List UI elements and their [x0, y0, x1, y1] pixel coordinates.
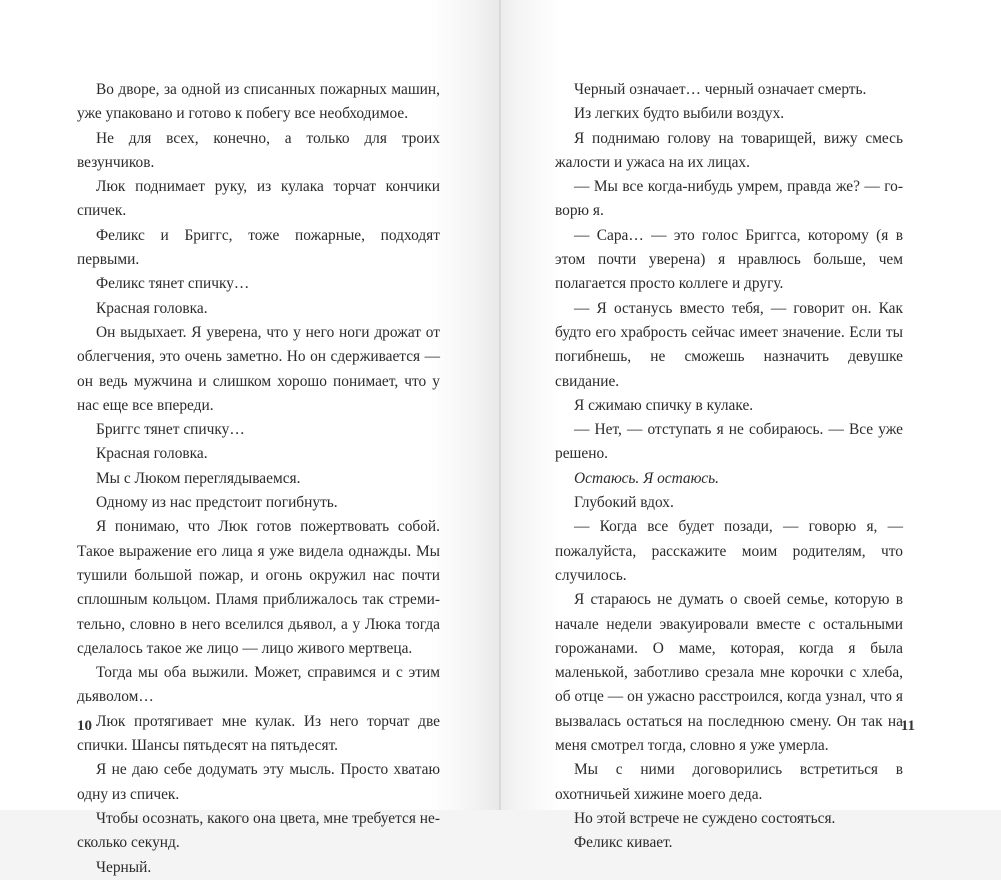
- paragraph: Бриггс тянет спичку…: [96, 421, 245, 439]
- paragraph: — Нет, — отступать я не собираюсь. — Все уже решено.: [555, 421, 903, 463]
- italic-paragraph: Остаюсь. Я остаюсь.: [574, 469, 719, 487]
- paragraph: Люк поднимает руку, из кулака торчат кончики спичек.: [77, 178, 440, 220]
- paragraph: Во дворе, за одной из списанных пожарных машин, уже упаковано и готово к побегу все необходимое.: [77, 81, 440, 123]
- paragraph: Он выдыхает. Я уверена, что у него ноги дрожат от облегчения, это очень заметно. Но он сдерживается — он ведь мужчина и слишком хорошо понимает, что у нас еще все впереди.: [77, 323, 440, 414]
- paragraph: Я сжимаю спичку в кулаке.: [574, 396, 754, 414]
- paragraph: Черный означает… черный означает смерть.: [574, 81, 867, 98]
- paragraph: Мы с ними договорились встретиться в охотничьей хижине моего деда.: [555, 761, 903, 803]
- paragraph: Не для всех, конечно, а только для троих везунчиков.: [77, 129, 440, 171]
- paragraph: Я не даю себе додумать эту мысль. Просто хватаю одну из спичек.: [77, 761, 440, 803]
- paragraph: — Мы все когда-нибудь умрем, правда же? — говорю я.: [555, 178, 903, 220]
- paragraph: Тогда мы оба выжили. Может, справимся и с этим дьяволом…: [77, 664, 440, 706]
- paragraph: Красная головка.: [96, 445, 208, 463]
- paragraph: Чтобы осознать, какого она цвета, мне требуется несколько секунд.: [77, 809, 440, 852]
- page-number: 11: [900, 718, 915, 734]
- right-page-body: [555, 78, 903, 856]
- right-page: [500, 0, 1001, 852]
- paragraph: Одному из нас предстоит погибнуть.: [96, 494, 338, 512]
- left-page: [0, 0, 500, 876]
- page-number: 10: [77, 718, 92, 734]
- paragraph: — Я останусь вместо тебя, — говорит он. Как будто его храбрость сейчас имеет значение. Если ты погибнешь, не сможешь назначить девушке свидание.: [555, 299, 903, 390]
- paragraph: Черный.: [96, 858, 152, 876]
- paragraph: Я понимаю, что Люк готов пожертвовать собой. Такое выражение его лица я уже видела однажды. Мы тушили большой пожар, и огонь окружил нас почти сплошным кольцом. Пламя приближалось так стремительно, словно в него вселился дьявол, а у Люка тогда сделалось такое же лицо — лицо живого мертвеца.: [77, 518, 440, 657]
- paragraph: Красная головка.: [96, 299, 208, 317]
- paragraph: Феликс кивает.: [574, 834, 673, 852]
- paragraph: Феликс тянет спичку…: [96, 275, 250, 293]
- paragraph: Феликс и Бриггс, тоже пожарные, подходят первыми.: [77, 226, 440, 269]
- paragraph: Из легких будто выбили воздух.: [574, 105, 785, 123]
- paragraph: — Сара… — это голос Бриггса, которому (я в этом почти уверена) я нравлюсь больше, чем полагается просто коллеге и другу.: [555, 226, 903, 293]
- paragraph: Я поднимаю голову на товарищей, вижу смесь жалости и ужаса на их лицах.: [555, 129, 903, 171]
- paragraph: Люк протягивает мне кулак. Из него торчат две спички. Шансы пятьдесят на пятьдесят.: [77, 712, 440, 755]
- paragraph: Я стараюсь не думать о своей семье, которую в начале недели эвакуировали вместе с остальными горожанами. О маме, которая, когда я была маленькой, заботливо срезала мне корочки с хлеба, об отце — он ужасно расстроился, когда узнал, что я вызвалась остаться на последнюю смену. Он так на меня смотрел тогда, словно я уже умерла.: [555, 591, 903, 755]
- left-page-body: [77, 78, 440, 880]
- paragraph: Но этой встрече не суждено состояться.: [574, 809, 836, 827]
- paragraph: Мы с Люком переглядываемся.: [96, 469, 301, 487]
- paragraph: Глубокий вдох.: [574, 494, 674, 512]
- paragraph: — Когда все будет позади, — говорю я, — пожалуйста, расскажите моим родителям, что случилось.: [555, 518, 903, 584]
- book-spine-gutter: [499, 0, 501, 810]
